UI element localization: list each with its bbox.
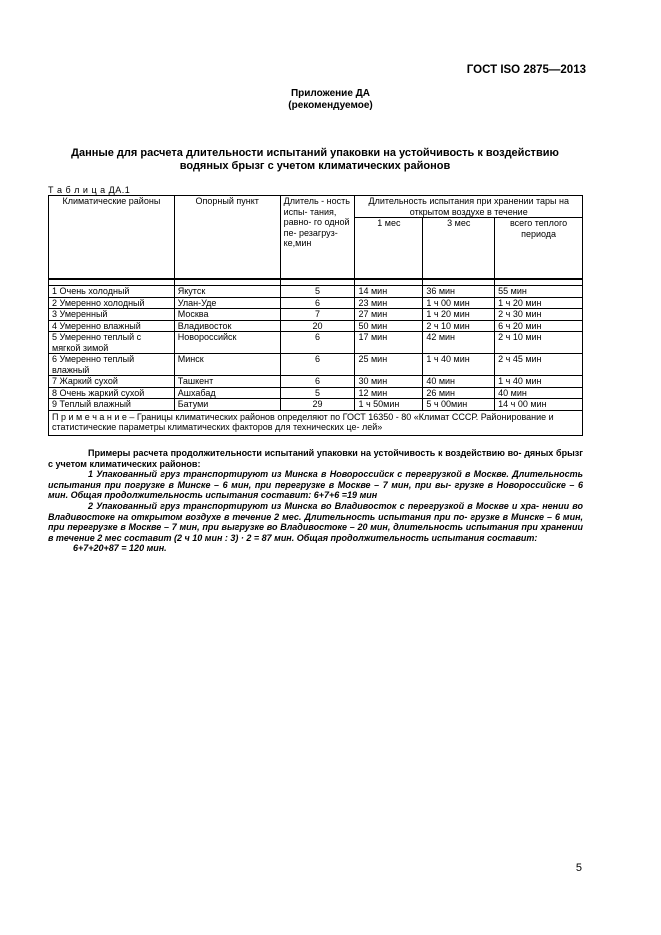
month3-cell: 1 ч 00 мин: [423, 297, 495, 309]
month1-cell: 1 ч 50мин: [355, 399, 423, 411]
month1-cell: 23 мин: [355, 297, 423, 309]
header-climate-regions: Климатические районы: [49, 196, 175, 280]
table-row: [49, 332, 583, 354]
point-cell: Якутск: [174, 286, 280, 298]
point-cell: Ташкент: [174, 376, 280, 388]
duration-cell: 20: [280, 320, 355, 332]
region-cell: 1 Очень холодный: [49, 286, 175, 298]
duration-cell: 6: [280, 354, 355, 376]
table-row: [49, 399, 583, 411]
point-cell: Улан-Уде: [174, 297, 280, 309]
month1-cell: 27 мин: [355, 309, 423, 321]
example-1: 1 Упакованный груз транспортируют из Минска в Новороссийск с перегрузкой в Москве. Длительность испытания при погрузке в Минске – 6 мин, при перегрузке в Москве – 7 мин, при вы- грузке в Новороссийске – 6 мин. Общая продолжительность испытания составит: 6+7+6 =19 мин: [48, 469, 583, 501]
table-row: [49, 297, 583, 309]
month3-cell: 42 мин: [423, 332, 495, 354]
duration-cell: 6: [280, 376, 355, 388]
duration-cell: 6: [280, 332, 355, 354]
warm-cell: 1 ч 20 мин: [495, 297, 583, 309]
month3-cell: 40 мин: [423, 376, 495, 388]
month1-cell: 30 мин: [355, 376, 423, 388]
point-cell: Ашхабад: [174, 387, 280, 399]
region-cell: 5 Умеренно теплый с мягкой зимой: [49, 332, 175, 354]
table-row: [49, 376, 583, 388]
warm-cell: 2 ч 10 мин: [495, 332, 583, 354]
header-reload-duration-unit: мин: [295, 238, 312, 248]
header-1-month: 1 мес: [355, 218, 423, 280]
month1-cell: 12 мин: [355, 387, 423, 399]
region-cell: 4 Умеренно влажный: [49, 320, 175, 332]
month1-cell: 50 мин: [355, 320, 423, 332]
point-cell: Владивосток: [174, 320, 280, 332]
appendix-title: Приложение ДА: [290, 88, 371, 99]
header-3-months: 3 мес: [423, 218, 495, 280]
duration-cell: 6: [280, 297, 355, 309]
table-row: [49, 286, 583, 298]
standard-designation: ГОСТ ISO 2875—2013: [466, 64, 586, 76]
warm-cell: 2 ч 45 мин: [495, 354, 583, 376]
table-row: [49, 387, 583, 399]
calculation-examples: [48, 448, 583, 554]
region-cell: 7 Жаркий сухой: [49, 376, 175, 388]
region-cell: 2 Умеренно холодный: [49, 297, 175, 309]
table-note-row: [49, 410, 583, 435]
region-cell: 3 Умеренный: [49, 309, 175, 321]
month3-cell: 2 ч 10 мин: [423, 320, 495, 332]
month1-cell: 17 мин: [355, 332, 423, 354]
table-row: [49, 320, 583, 332]
duration-cell: 7: [280, 309, 355, 321]
table-caption: Т а б л и ц а ДА.1: [48, 185, 131, 195]
section-heading-line-1: Данные для расчета длительности испытаний упаковки на устойчивость к воздействию: [71, 147, 559, 159]
month1-cell: 25 мин: [355, 354, 423, 376]
header-warm-period: всего теплого периода: [495, 218, 583, 280]
example-2: 2 Упакованный груз транспортируют из Минска во Владивосток с перегрузкой в Москве и хра- нении во Владивостоке на открытом воздухе в течение 2 мес. Длительность испытания при по- грузке в Минске – 6 мин, при перегрузке в Москве – 7 мин, при выгрузке во Владивостоке – 20 мин, длительность испытания при хранении в течение 2 мес составит (2 ч 10 мин : 3) · 2 = 87 мин. Общая продолжительность испытания составит:: [48, 500, 583, 543]
warm-cell: 1 ч 40 мин: [495, 376, 583, 388]
region-cell: 8 Очень жаркий сухой: [49, 387, 175, 399]
table-row: [49, 354, 583, 376]
duration-cell: 5: [280, 286, 355, 298]
warm-cell: 40 мин: [495, 387, 583, 399]
month3-cell: 1 ч 40 мин: [423, 354, 495, 376]
duration-cell: 29: [280, 399, 355, 411]
point-cell: Москва: [174, 309, 280, 321]
header-reload-duration: [280, 196, 355, 280]
month3-cell: 1 ч 20 мин: [423, 309, 495, 321]
page-number: 5: [575, 862, 582, 874]
section-heading-line-2: водяных брызг с учетом климатических районов: [179, 159, 451, 172]
climate-duration-table: [48, 195, 583, 436]
appendix-status: (рекомендуемое): [288, 100, 373, 111]
point-cell: Батуми: [174, 399, 280, 411]
point-cell: Новороссийск: [174, 332, 280, 354]
month3-cell: 36 мин: [423, 286, 495, 298]
point-cell: Минск: [174, 354, 280, 376]
warm-cell: 6 ч 20 мин: [495, 320, 583, 332]
month1-cell: 14 мин: [355, 286, 423, 298]
section-heading: [50, 147, 580, 172]
examples-intro: Примеры расчета продолжительности испытаний упаковки на устойчивость к воздействию во- дяных брызг с учетом климатических районов:: [48, 448, 583, 469]
warm-cell: 14 ч 00 мин: [495, 399, 583, 411]
region-cell: 9 Теплый влажный: [49, 399, 175, 411]
header-storage-duration: Длительность испытания при хранении тары на открытом воздухе в течение: [355, 196, 583, 218]
table-row: [49, 309, 583, 321]
table-note: П р и м е ч а н и е – Границы климатических районов определяют по ГОСТ 16350 - 80 «Климат СССР. Районирование и статистические параметры климатических факторов для технических це- лей»: [49, 410, 583, 435]
month3-cell: 5 ч 00мин: [423, 399, 495, 411]
warm-cell: 55 мин: [495, 286, 583, 298]
header-reference-point: Опорный пункт: [174, 196, 280, 280]
warm-cell: 2 ч 30 мин: [495, 309, 583, 321]
month3-cell: 26 мин: [423, 387, 495, 399]
region-cell: 6 Умеренно теплый влажный: [49, 354, 175, 376]
duration-cell: 5: [280, 387, 355, 399]
example-2-formula: 6+7+20+87 = 120 мин.: [73, 543, 167, 554]
header-reload-duration-text: Длитель - ность испы- тания, равно- го одной пе- резагруз-ке,: [283, 196, 350, 248]
